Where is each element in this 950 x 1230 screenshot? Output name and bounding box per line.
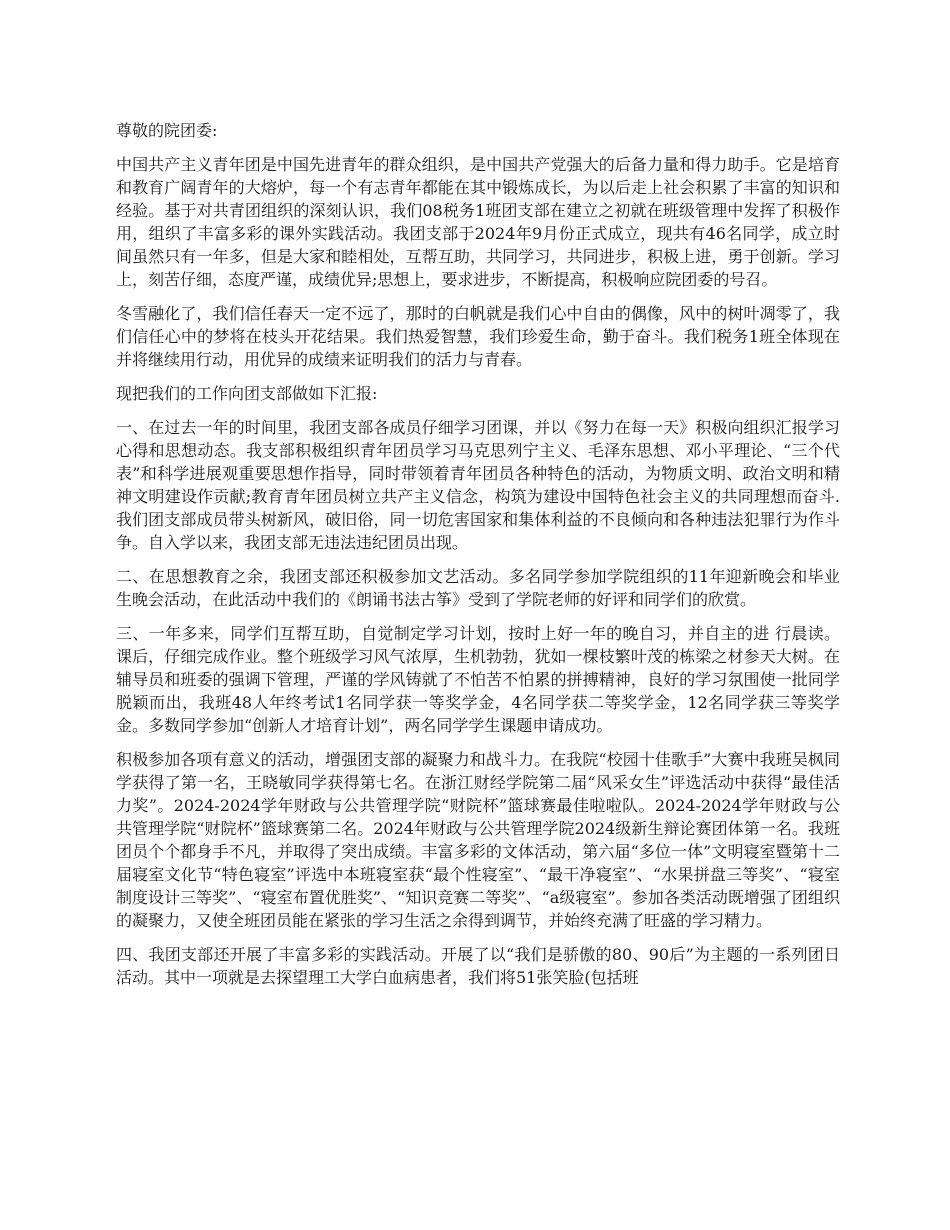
paragraph-section-one: 一、在过去一年的时间里，我团支部各成员仔细学习团课，并以《努力在每一天》积极向组织汇报学习心得和思想动态。我支部积极组织青年团员学习马克思列宁主义、毛泽东思想、邓小平理论、“三个代表”和科学进展观重要思想作指导，同时带领着青年团员各种特色的活动，为物质文明、政治文明和精神文明建设作贡献;教育青年团员树立共产主义信念，构筑为建设中国特色社会主义的共同理想而奋斗.我们团支部成员带头树新风，破旧俗，同一切危害国家和集体利益的不良倾向和各种违法犯罪行为作斗争。自入学以来，我团支部无违法违纪团员出现。 [116, 418, 840, 552]
paragraph-intro: 中国共产主义青年团是中国先进青年的群众组织，是中国共产党强大的后备力量和得力助手。它是培育和教育广阔青年的大熔炉，每一个有志青年都能在其中锻炼成长，为以后走上社会积累了丰富的知识和经验。基于对共青团组织的深刻认识，我们08税务1班团支部在建立之初就在班级管理中发挥了积极作用，组织了丰富多彩的课外实践活动。我团支部于2024年9月份正式成立，现共有46名同学，成立时间虽然只有一年多，但是大家和睦相处，互帮互助，共同学习，共同进步，积极上进，勇于创新。学习上，刻苦仔细，态度严谨，成绩优异;思想上，要求进步，不断提高，积极响应院团委的号召。 [116, 155, 840, 289]
paragraph-activities: 积极参加各项有意义的活动，增强团支部的凝聚力和战斗力。在我院“校园十佳歌手”大赛中我班吴枫同学获得了第一名，王晓敏同学获得第七名。在浙江财经学院第二届“风采女生”评选活动中获得“最佳活力奖”。2024-2024学年财政与公共管理学院“财院杯”篮球赛最佳啦啦队。2024-2024学年财政与公共管理学院“财院杯”篮球赛第二名。2024年财政与公共管理学院2024级新生辩论赛团体第一名。我班团员个个都身手不凡，并取得了突出成绩。丰富多彩的文体活动，第六届“多位一体”文明寝室暨第十二届寝室文化节“特色寝室”评选中本班寝室获“最个性寝室”、“最干净寝室”、“水果拼盘三等奖”、“寝室制度设计三等奖”、“寝室布置优胜奖”、“知识竞赛二等奖”、“a级寝室”。参加各类活动既增强了团组织的凝聚力，又使全班团员能在紧张的学习生活之余得到调节，并始终充满了旺盛的学习精力。 [116, 750, 840, 930]
paragraph-section-four: 四、我团支部还开展了丰富多彩的实践活动。开展了以“我们是骄傲的80、90后”为主题的一系列团日活动。其中一项就是去探望理工大学白血病患者，我们将51张笑脸(包括班 [116, 945, 840, 987]
paragraph-section-two: 二、在思想教育之余，我团支部还积极参加文艺活动。多名同学参加学院组织的11年迎新晚会和毕业生晚会活动，在此活动中我们的《朗诵书法古筝》受到了学院老师的好评和同学们的欣赏。 [116, 567, 840, 609]
document-body [116, 119, 840, 1000]
paragraph-report-lead: 现把我们的工作向团支部做如下汇报: [116, 384, 378, 403]
paragraph-spring: 冬雪融化了，我们信任春天一定不远了，那时的白帆就是我们心中自由的偶像，风中的树叶凋零了，我们信任心中的梦将在枝头开花结果。我们热爱智慧，我们珍爱生命，勤于奋斗。我们税务1班全体现在并将继续用行动，用优异的成绩来证明我们的活力与青春。 [116, 304, 840, 369]
salutation: 尊敬的院团委: [116, 121, 218, 140]
paragraph-section-three: 三、一年多来，同学们互帮互助，自觉制定学习计划，按时上好一年的晚自习，并自主的进 行晨读。课后，仔细完成作业。整个班级学习风气浓厚，生机勃勃，犹如一棵枝繁叶茂的栋梁之材参天大树。在辅导员和班委的强调下管理，严谨的学风铸就了不怕苦不怕累的拼搏精神，良好的学习氛围使一批同学脱颖而出，我班48人年终考试1名同学获一等奖学金，4名同学获二等奖学金，12名同学获三等奖学金。多数同学参加“创新人才培育计划”，两名同学学生课题申请成功。 [116, 624, 840, 735]
